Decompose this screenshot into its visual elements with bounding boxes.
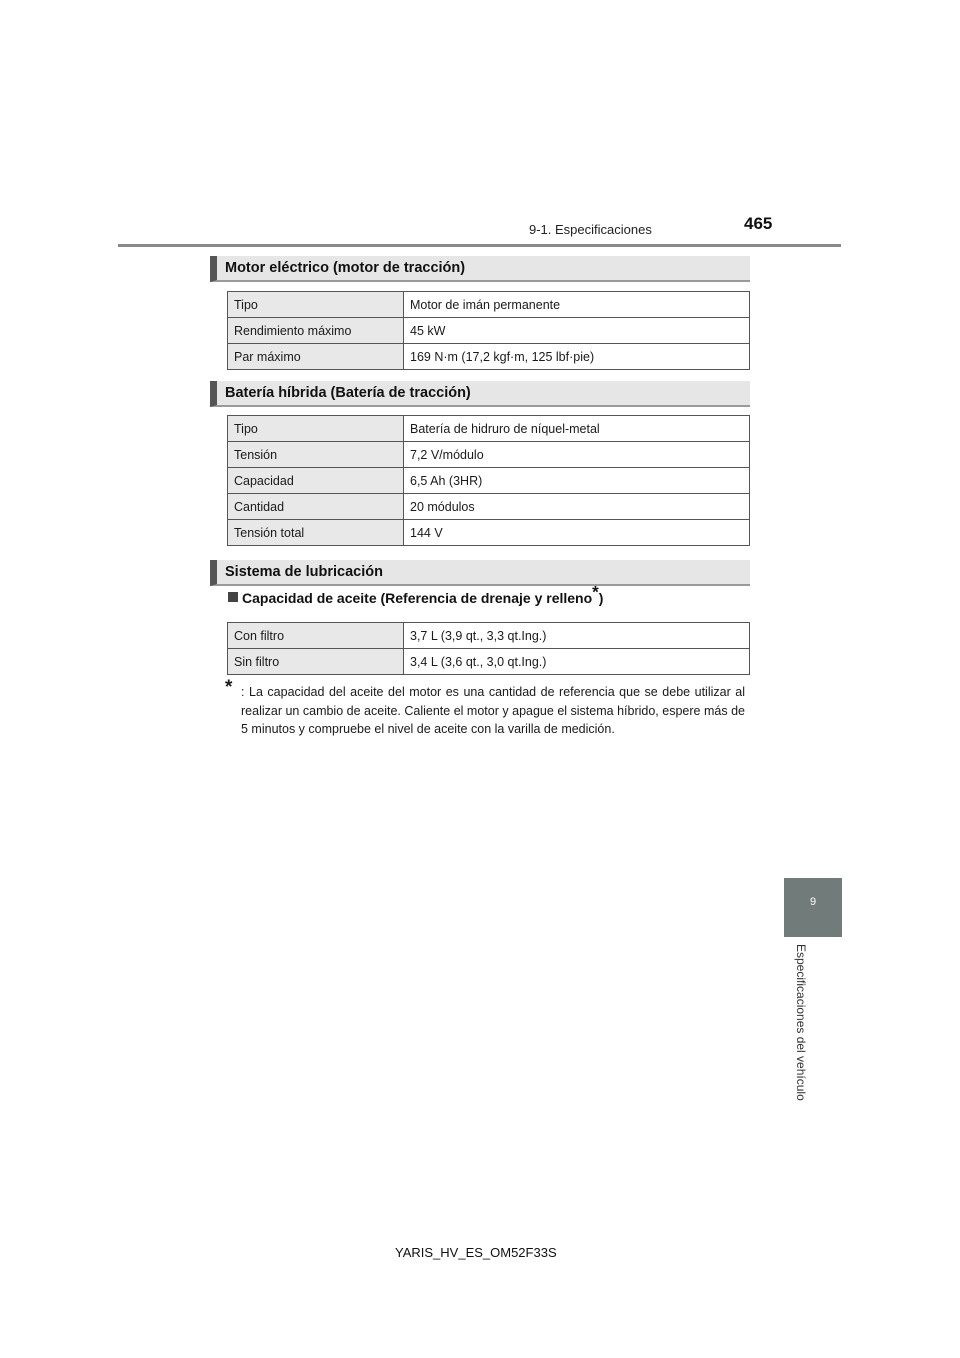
chapter-label: Especificaciones del vehículo <box>794 944 808 1101</box>
table-row <box>228 442 750 468</box>
page-number: 465 <box>744 214 773 233</box>
footnote-text: : La capacidad del aceite del motor es una cantidad de referencia que se debe utilizar al realizar un cambio de aceite. Caliente el motor y apague el sistema híbrido, espere más de 5 minutos y compruebe el nivel de aceite con la varilla de medición. <box>241 685 745 736</box>
table-row <box>228 649 750 675</box>
table-row <box>228 623 750 649</box>
spec-value: 3,7 L (3,9 qt., 3,3 qt.Ing.) <box>404 623 750 649</box>
footnote-mark: * <box>225 677 233 698</box>
table-row <box>228 520 750 546</box>
section-heading-battery <box>210 381 750 407</box>
spec-label: Par máximo <box>228 344 404 370</box>
chapter-tab <box>784 878 842 937</box>
spec-value: 3,4 L (3,6 qt., 3,0 qt.Ing.) <box>404 649 750 675</box>
section-heading-lubrication-title: Sistema de lubricación <box>225 564 383 580</box>
table-row <box>228 318 750 344</box>
spec-value: 45 kW <box>404 318 750 344</box>
oil-capacity-table <box>227 622 750 675</box>
chapter-number: 9 <box>809 896 817 908</box>
oil-capacity-subheading-text: Capacidad de aceite (Referencia de drenaje y relleno <box>242 590 593 606</box>
section-heading-battery-title: Batería híbrida (Batería de tracción) <box>225 385 471 401</box>
oil-capacity-subheading <box>228 582 604 606</box>
spec-value: 6,5 Ah (3HR) <box>404 468 750 494</box>
spec-label: Con filtro <box>228 623 404 649</box>
spec-value: 169 N·m (17,2 kgf·m, 125 lbf·pie) <box>404 344 750 370</box>
spec-label: Tensión total <box>228 520 404 546</box>
section-heading-motor-title: Motor eléctrico (motor de tracción) <box>225 260 466 276</box>
spec-label: Sin filtro <box>228 649 404 675</box>
document-id: YARIS_HV_ES_OM52F33S <box>395 1245 557 1260</box>
section-heading-lubrication <box>210 560 750 586</box>
spec-value: 20 módulos <box>404 494 750 520</box>
table-row <box>228 292 750 318</box>
footnote <box>225 677 745 739</box>
spec-value: Batería de hidruro de níquel-metal <box>404 416 750 442</box>
spec-value: 7,2 V/módulo <box>404 442 750 468</box>
oil-capacity-subheading-end: ) <box>598 590 604 606</box>
spec-label: Capacidad <box>228 468 404 494</box>
square-bullet-icon <box>228 592 238 602</box>
table-row <box>228 344 750 370</box>
table-row <box>228 494 750 520</box>
spec-label: Tipo <box>228 292 404 318</box>
table-row <box>228 416 750 442</box>
section-heading-motor <box>210 256 750 282</box>
table-row <box>228 468 750 494</box>
spec-label: Tensión <box>228 442 404 468</box>
spec-label: Cantidad <box>228 494 404 520</box>
spec-label: Rendimiento máximo <box>228 318 404 344</box>
spec-value: 144 V <box>404 520 750 546</box>
spec-label: Tipo <box>228 416 404 442</box>
footnote-reference-mark: * <box>592 582 599 602</box>
battery-spec-table <box>227 415 750 546</box>
section-header: 9-1. Especificaciones <box>529 222 652 237</box>
motor-spec-table <box>227 291 750 370</box>
header-divider <box>118 244 841 247</box>
spec-value: Motor de imán permanente <box>404 292 750 318</box>
